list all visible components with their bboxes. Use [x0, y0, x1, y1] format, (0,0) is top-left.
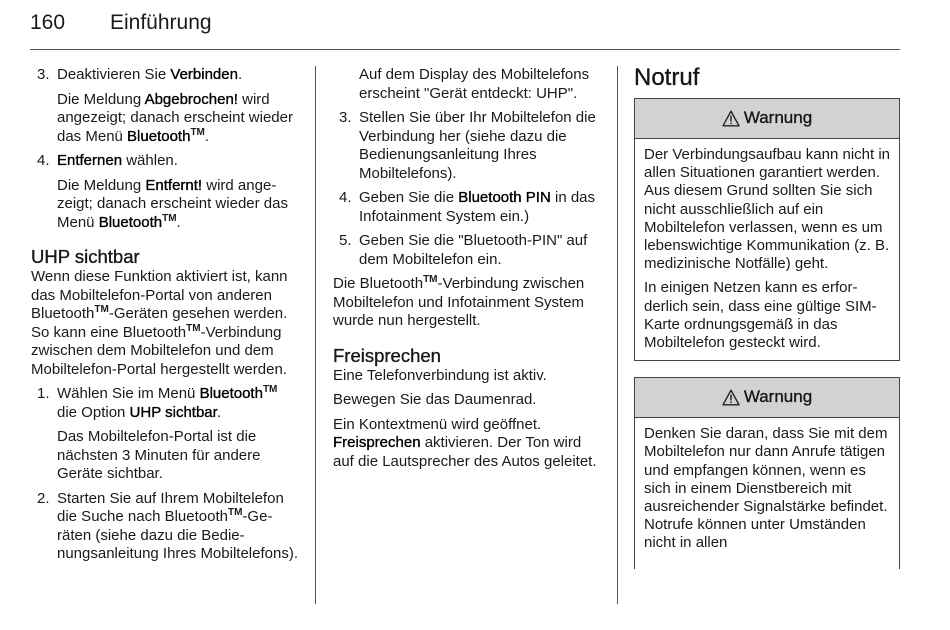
list-item-detail: Das Mobiltelefon-Portal ist die nächsten 3 Minuten für andere Geräte sichtbar.	[57, 428, 261, 482]
warning-title: Warnung	[743, 387, 813, 407]
column-right	[634, 64, 900, 569]
page-header	[30, 10, 900, 50]
page-number: 160	[30, 11, 66, 34]
list-item: 3. Deaktivieren Sie Verbinden.	[37, 66, 243, 83]
column-middle	[333, 66, 601, 471]
warning-triangle-icon	[722, 389, 740, 406]
paragraph: Wenn diese Funktion aktiviert ist, kann das Mobiltelefon-Portal von anderen Bluetooth™-Geräten gesehen werden. So kann eine Bluetooth™-Verbindung zwischen dem Mobiltelefon und dem Mobiltelefon-Portal hergestellt werden.	[31, 268, 288, 378]
paragraph: Denken Sie daran, dass Sie mit dem Mobiltelefon nur dann Anrufe tätigen und empfangen können, wenn es sich in einem Dienstbereich mit ausreichender Signalstärke befindet. Notrufe können unter Umständen nicht in allen	[644, 425, 888, 552]
header-divider	[30, 49, 900, 50]
list-item: 2. Starten Sie auf Ihrem Mobiltelefon die Suche nach Bluetooth™-Geräten (siehe dazu die Bedienungsanleitung Ihres Mobiltelefons).	[37, 489, 298, 562]
list-item: 1. Wählen Sie im Menü Bluetooth™ die Option UHP sichtbar.	[37, 384, 278, 421]
warning-title: Warnung	[743, 108, 813, 128]
chapter-title: Einführung	[110, 11, 212, 34]
list-item: 4. Geben Sie die Bluetooth PIN in das Infotainment System ein.)	[339, 189, 596, 225]
list-item: 3. Stellen Sie über Ihr Mobiltelefon die Verbindung her (siehe dazu die Bedienungsanleitung Ihres Mobiltelefons).	[339, 109, 596, 182]
warning-body	[635, 418, 899, 560]
list-item-detail: Auf dem Display des Mobiltelefons erscheint "Gerät entdeckt: UHP".	[359, 66, 590, 102]
column-left	[31, 66, 299, 564]
list-item: 4. Entfernen wählen.	[37, 152, 178, 169]
section-heading: Freisprechen	[333, 344, 441, 366]
paragraph: In einigen Netzen kann es erforderlich sein, dass eine gültige SIM-Karte ordnungsgemäß in das Mobiltelefon gesteckt wird.	[644, 279, 877, 352]
warning-triangle-icon	[722, 110, 740, 127]
menu-option-entfernen: Entfernen	[57, 152, 123, 169]
paragraph: Die Bluetooth™-Verbindung zwischen Mobiltelefon und Infotainment System wurde nun hergestellt.	[333, 274, 585, 329]
list-item-detail: Die Meldung Abgebrochen! wird angezeigt; danach erscheint wieder das Menü Bluetooth™.	[57, 90, 293, 145]
menu-option-uhp-sichtbar: UHP sichtbar	[129, 403, 217, 421]
paragraph: Der Verbindungsaufbau kann nicht in allen Situationen garantiert werden. Aus diesem Grund sollten Sie sich nicht ausschließlich auf ein Mobiltelefon verlassen, wenn es um lebenswichtige Kommunikation (z. B. medizinische Notfälle) geht.	[644, 146, 891, 273]
column-divider	[315, 66, 316, 604]
paragraph: Eine Telefonverbindung ist aktiv.	[333, 366, 547, 384]
warning-header	[635, 378, 899, 418]
list-item: 5. Geben Sie die "Bluetooth-PIN" auf dem Mobiltelefon ein.	[339, 232, 588, 268]
warning-header	[635, 99, 899, 139]
section-heading: Notruf	[634, 64, 700, 91]
paragraph: Ein Kontextmenü wird geöffnet. Freisprechen aktivieren. Der Ton wird auf die Lautsprecher des Autos geleitet.	[333, 415, 597, 470]
section-heading: UHP sichtbar	[31, 246, 140, 267]
list-item-detail: Die Meldung Entfernt! wird angezeigt; danach erscheint wieder das Menü Bluetooth™.	[57, 176, 288, 231]
column-divider	[617, 66, 618, 604]
paragraph: Bewegen Sie das Daumenrad.	[333, 391, 537, 408]
warning-body	[635, 139, 899, 360]
menu-option-verbinden: Verbinden	[170, 66, 238, 83]
warning-box	[634, 377, 900, 569]
warning-box	[634, 98, 900, 361]
